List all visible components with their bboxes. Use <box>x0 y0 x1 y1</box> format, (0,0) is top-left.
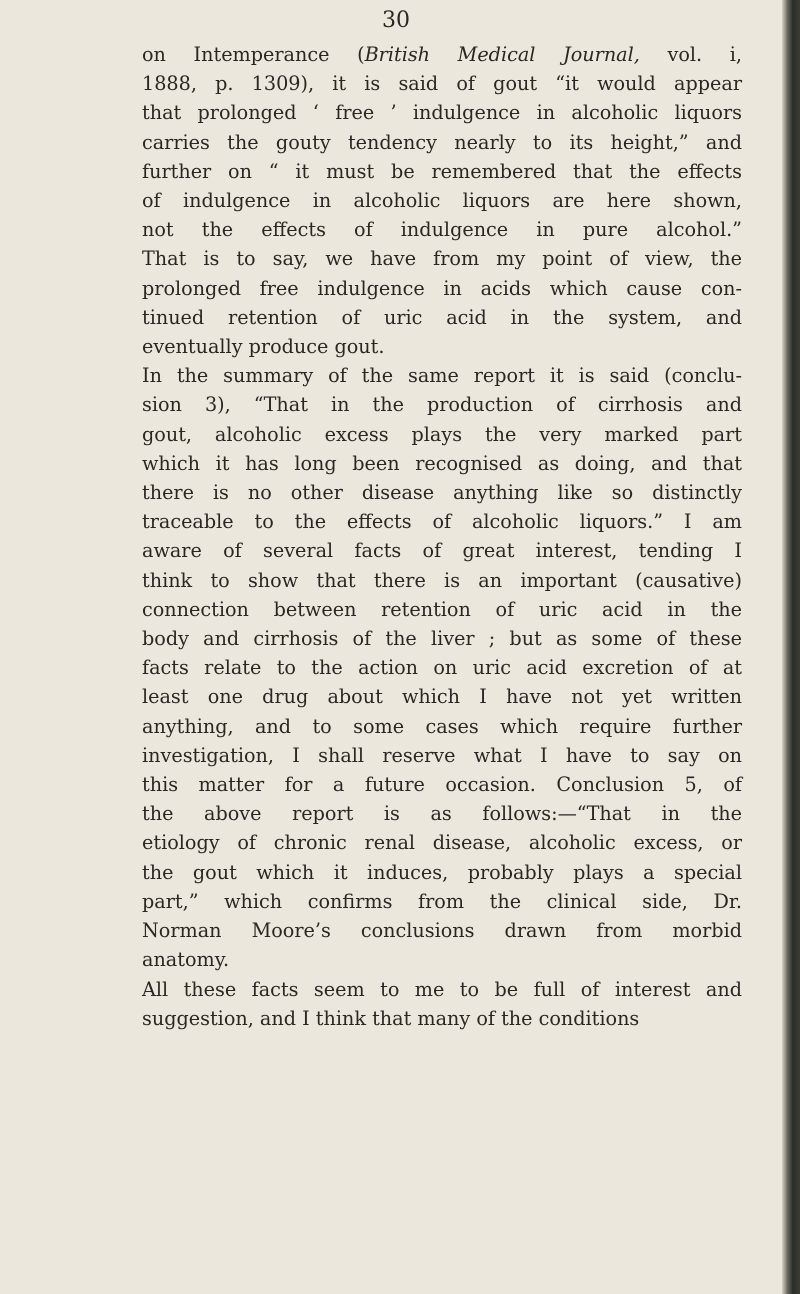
text-segment: In the summary of the same report it is said (conclu- <box>142 364 742 388</box>
text-segment: All these facts seem to me to be full of interest and <box>142 977 742 1001</box>
text-segment: this matter for a future occasion. Conclusion 5, of <box>142 773 742 797</box>
text-line <box>142 887 742 916</box>
text-line <box>142 945 742 974</box>
text-segment: etiology of chronic renal disease, alcoholic excess, or <box>142 831 742 855</box>
text-line <box>142 624 742 653</box>
text-line <box>142 98 742 127</box>
text-line <box>142 361 742 390</box>
text-line <box>142 741 742 770</box>
text-segment: facts relate to the action on uric acid excretion of at <box>142 656 742 680</box>
text-line <box>142 244 742 273</box>
text-line <box>142 186 742 215</box>
body-text <box>142 40 742 1033</box>
text-segment: prolonged free indulgence in acids which cause con- <box>142 276 742 300</box>
text-line <box>142 916 742 945</box>
text-line <box>142 858 742 887</box>
text-segment: investigation, I shall reserve what I have to say on <box>142 743 742 767</box>
text-line <box>142 390 742 419</box>
text-line <box>142 128 742 157</box>
text-segment: on Intemperance ( <box>142 43 365 66</box>
text-line <box>142 40 742 69</box>
text-segment: 1888, p. 1309), it is said of gout “it would appear <box>142 72 742 96</box>
text-line <box>142 478 742 507</box>
text-segment: anything, and to some cases which require further <box>142 714 742 738</box>
text-line <box>142 1004 742 1033</box>
text-line <box>142 536 742 565</box>
text-line <box>142 332 742 361</box>
text-line <box>142 975 742 1004</box>
text-line <box>142 303 742 332</box>
text-segment: of indulgence in alcoholic liquors are here shown, <box>142 189 742 213</box>
text-segment: which it has long been recognised as doing, and that <box>142 451 742 475</box>
journal-title: British Medical Journal, <box>364 43 640 66</box>
text-segment: that prolonged ‘ free ’ indulgence in alcoholic liquors <box>142 101 742 125</box>
text-line <box>142 828 742 857</box>
text-segment: the above report is as follows:—“That in the <box>142 802 742 826</box>
text-segment: vol. i, <box>639 43 742 66</box>
paragraph <box>142 975 742 1033</box>
text-line <box>142 595 742 624</box>
text-segment: sion 3), “That in the production of cirrhosis and <box>142 393 742 417</box>
text-segment: That is to say, we have from my point of view, the <box>142 247 742 271</box>
text-segment: aware of several facts of great interest, tending I <box>142 539 742 563</box>
text-line <box>142 799 742 828</box>
text-segment: Norman Moore’s conclusions drawn from morbid <box>142 919 742 943</box>
text-line <box>142 566 742 595</box>
text-segment: connection between retention of uric acid in the <box>142 597 742 621</box>
text-segment: gout, alcoholic excess plays the very marked part <box>142 422 742 446</box>
text-line <box>142 69 742 98</box>
text-line <box>142 274 742 303</box>
text-segment: part,” which confirms from the clinical side, Dr. <box>142 889 742 913</box>
text-line <box>142 449 742 478</box>
text-segment: think to show that there is an important (causative) <box>142 568 742 592</box>
text-line <box>142 770 742 799</box>
text-line <box>142 157 742 186</box>
text-segment: suggestion, and I think that many of the conditions <box>142 1006 640 1030</box>
text-line <box>142 653 742 682</box>
text-segment: anatomy. <box>142 948 230 972</box>
text-line <box>142 682 742 711</box>
text-segment: body and cirrhosis of the liver ; but as some of these <box>142 627 742 651</box>
text-line <box>142 215 742 244</box>
text-line <box>142 507 742 536</box>
page-number: 30 <box>382 8 410 33</box>
text-line <box>142 712 742 741</box>
page-edge-shadow <box>782 0 800 1294</box>
text-segment: tinued retention of uric acid in the system, and <box>142 305 742 329</box>
text-segment: not the effects of indulgence in pure alcohol.” <box>142 218 742 242</box>
text-segment: carries the gouty tendency nearly to its height,” and <box>142 130 742 154</box>
paragraph <box>142 40 742 361</box>
text-segment: traceable to the effects of alcoholic liquors.” I am <box>142 510 742 534</box>
text-segment: there is no other disease anything like so distinctly <box>142 481 742 505</box>
text-line <box>142 420 742 449</box>
text-segment: least one drug about which I have not yet written <box>142 685 742 709</box>
text-segment: eventually produce gout. <box>142 335 385 359</box>
text-segment: further on “ it must be remembered that the effects <box>142 159 742 183</box>
text-segment: the gout which it induces, probably plays a special <box>142 860 742 884</box>
paragraph <box>142 361 742 974</box>
